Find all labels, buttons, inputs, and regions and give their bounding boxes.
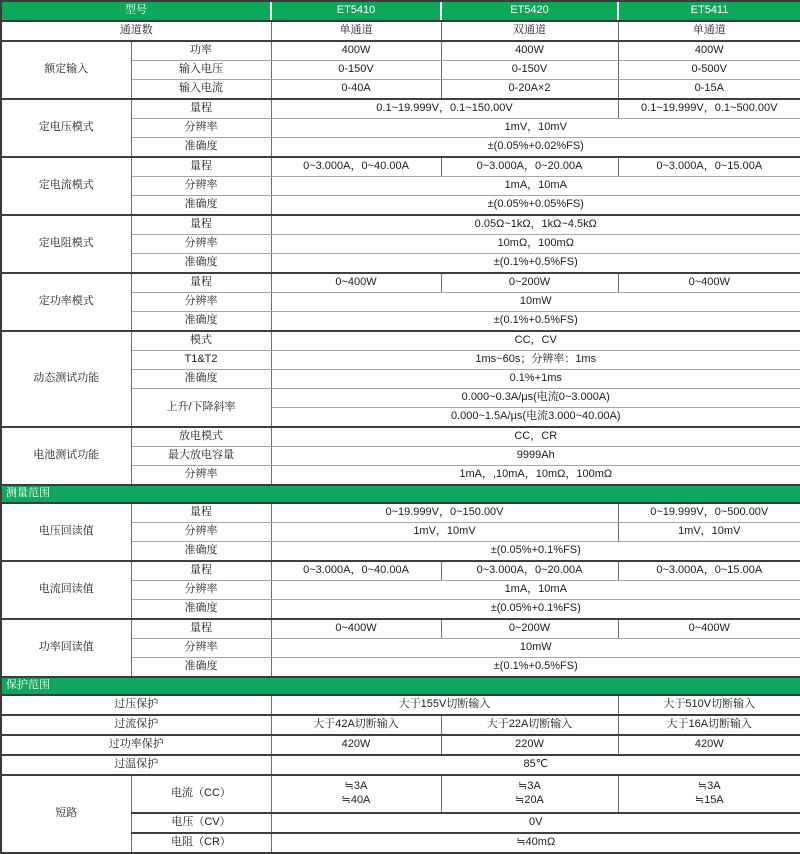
cell: 0~3.000A，0~20.00A [441,561,618,581]
cell: 0-40A [271,80,441,100]
cell: 0~400W [271,273,441,293]
cell: ±(0.05%+0.1%FS) [271,542,800,562]
cell: 0~3.000A，0~20.00A [441,157,618,177]
row-label: 分辨率 [131,119,271,138]
cell: ±(0.05%+0.02%FS) [271,138,800,158]
cell: 1mV，10mV [271,523,618,542]
cell: 大于42A切断输入 [271,715,441,735]
cell: 大于510V切断输入 [618,695,800,715]
cell: 1mA，10mA [271,177,800,196]
cell: 0-150V [271,61,441,80]
cell: 0~400W [618,619,800,639]
cell: 220W [441,735,618,755]
row-label: 过压保护 [1,695,271,715]
short-circuit-row [1,775,800,813]
cell [441,775,618,813]
row-label: 量程 [131,273,271,293]
row-label: 量程 [131,503,271,523]
current-readback-row [1,561,800,581]
cell: 大于22A切断输入 [441,715,618,735]
cell: 0.000~0.3A/μs(电流0~3.000A) [271,389,800,408]
row-label: 分辨率 [131,235,271,254]
cell: 10mΩ，100mΩ [271,235,800,254]
cell: 400W [271,41,441,61]
cv-mode-row [1,99,800,119]
group-label: 电池测试功能 [1,427,131,485]
row-label: 分辨率 [131,523,271,542]
row-label: 过功率保护 [1,735,271,755]
cell: 1mV，10mV [271,119,800,138]
cell: 大于155V切断输入 [271,695,618,715]
group-label: 短路 [1,775,131,853]
cell: CC，CV [271,331,800,351]
ovp-row [1,695,800,715]
row-label: 电流（CC） [131,775,271,813]
group-label: 定电流模式 [1,157,131,215]
cell: 420W [271,735,441,755]
row-label: 输入电流 [131,80,271,100]
row-label: 分辨率 [131,581,271,600]
cell [271,775,441,813]
row-label: 上升/下降斜率 [131,389,271,428]
cell: 0-20A×2 [441,80,618,100]
protection-band [1,677,800,695]
cell: ±(0.1%+0.5%FS) [271,658,800,678]
cell [618,775,800,813]
cell-line: ≒3A [697,780,721,793]
cell: 1mA，,10mA，10mΩ，100mΩ [271,466,800,486]
cw-mode-row [1,273,800,293]
cell: 0~3.000A，0~40.00A [271,561,441,581]
section-band-label: 保护范围 [1,677,800,695]
row-label: 放电模式 [131,427,271,447]
row-label: 通道数 [1,21,271,41]
cell: 0~200W [441,619,618,639]
group-label: 额定输入 [1,41,131,99]
cell: 1mA，10mA [271,581,800,600]
row-label: 分辨率 [131,293,271,312]
cell: 0.1%+1ms [271,370,800,389]
group-label: 功率回读值 [1,619,131,677]
cell: 9999Ah [271,447,800,466]
cell-line: ≒20A [515,794,544,806]
cell: 0~3.000A，0~40.00A [271,157,441,177]
cell: 0V [271,813,800,833]
cell: 400W [618,41,800,61]
cell: 0-15A [618,80,800,100]
cell: 0~3.000A，0~15.00A [618,157,800,177]
cell: 420W [618,735,800,755]
model-name-et5411: ET5411 [618,1,800,21]
cell: ≒40mΩ [271,833,800,853]
cell: 10mW [271,293,800,312]
cell: 0~200W [441,273,618,293]
opp-row [1,735,800,755]
cell: 0-500V [618,61,800,80]
cell: 85℃ [271,755,800,775]
cell: 单通道 [271,21,441,41]
cell: 0~19.999V，0~500.00V [618,503,800,523]
group-label: 电压回读值 [1,503,131,561]
cell: 400W [441,41,618,61]
cell: ±(0.1%+0.5%FS) [271,312,800,332]
row-label: 过温保护 [1,755,271,775]
ocp-row [1,715,800,735]
cell: 0.1~19.999V，0.1~500.00V [618,99,800,119]
cell: ±(0.1%+0.5%FS) [271,254,800,274]
row-label: 准确度 [131,138,271,158]
dynamic-test-row [1,331,800,351]
row-label: 量程 [131,619,271,639]
cell: 单通道 [618,21,800,41]
row-label: 准确度 [131,312,271,332]
cell: ±(0.05%+0.05%FS) [271,196,800,216]
cell-line: ≒3A [518,780,541,793]
row-label: 最大放电容量 [131,447,271,466]
voltage-readback-row [1,503,800,523]
group-label: 定电压模式 [1,99,131,157]
row-label: 准确度 [131,254,271,274]
cell: 0~400W [618,273,800,293]
cr-mode-row [1,215,800,235]
cell-line: ≒15A [694,794,724,806]
otp-row [1,755,800,775]
row-label: 准确度 [131,658,271,678]
cell: 0-150V [441,61,618,80]
row-label: 准确度 [131,370,271,389]
row-label: 分辨率 [131,466,271,486]
cell: 0.05Ω~1kΩ，1kΩ~4.5kΩ [271,215,800,235]
model-name-et5420: ET5420 [441,1,618,21]
model-header-row [1,1,800,21]
row-label: T1&T2 [131,351,271,370]
cell: CC，CR [271,427,800,447]
row-label: 准确度 [131,542,271,562]
group-label: 定电阻模式 [1,215,131,273]
cell: 0~19.999V，0~150.00V [271,503,618,523]
row-label: 分辨率 [131,177,271,196]
row-label: 电压（CV） [131,813,271,833]
row-label: 准确度 [131,196,271,216]
row-label: 输入电压 [131,61,271,80]
row-label: 模式 [131,331,271,351]
cell: ±(0.05%+0.1%FS) [271,600,800,620]
cell-line: ≒40A [341,794,371,806]
group-label: 定功率模式 [1,273,131,331]
cell: 0.000~1.5A/μs(电流3.000~40.00A) [271,408,800,428]
row-label: 量程 [131,99,271,119]
channels-row [1,21,800,41]
cell: 0~3.000A，0~15.00A [618,561,800,581]
row-label: 功率 [131,41,271,61]
power-readback-row [1,619,800,639]
cell: 1ms~60s；分辨率：1ms [271,351,800,370]
row-label: 分辨率 [131,639,271,658]
cell: 10mW [271,639,800,658]
row-label: 电阻（CR） [131,833,271,853]
cell: 双通道 [441,21,618,41]
cc-mode-row [1,157,800,177]
cell: 0~400W [271,619,441,639]
row-label: 量程 [131,561,271,581]
cell: 大于16A切断输入 [618,715,800,735]
row-label: 量程 [131,157,271,177]
group-label: 动态测试功能 [1,331,131,427]
cell-line: ≒3A [344,780,368,793]
battery-test-row [1,427,800,447]
row-label: 准确度 [131,600,271,620]
cell: 0.1~19.999V，0.1~150.00V [271,99,618,119]
cell: 1mV，10mV [618,523,800,542]
row-label: 过流保护 [1,715,271,735]
section-band-label: 测量范围 [1,485,800,503]
group-label: 电流回读值 [1,561,131,619]
model-header-label: 型号 [1,1,271,21]
row-label: 量程 [131,215,271,235]
measure-range-band [1,485,800,503]
rated-input-row [1,41,800,61]
model-name-et5410: ET5410 [271,1,441,21]
